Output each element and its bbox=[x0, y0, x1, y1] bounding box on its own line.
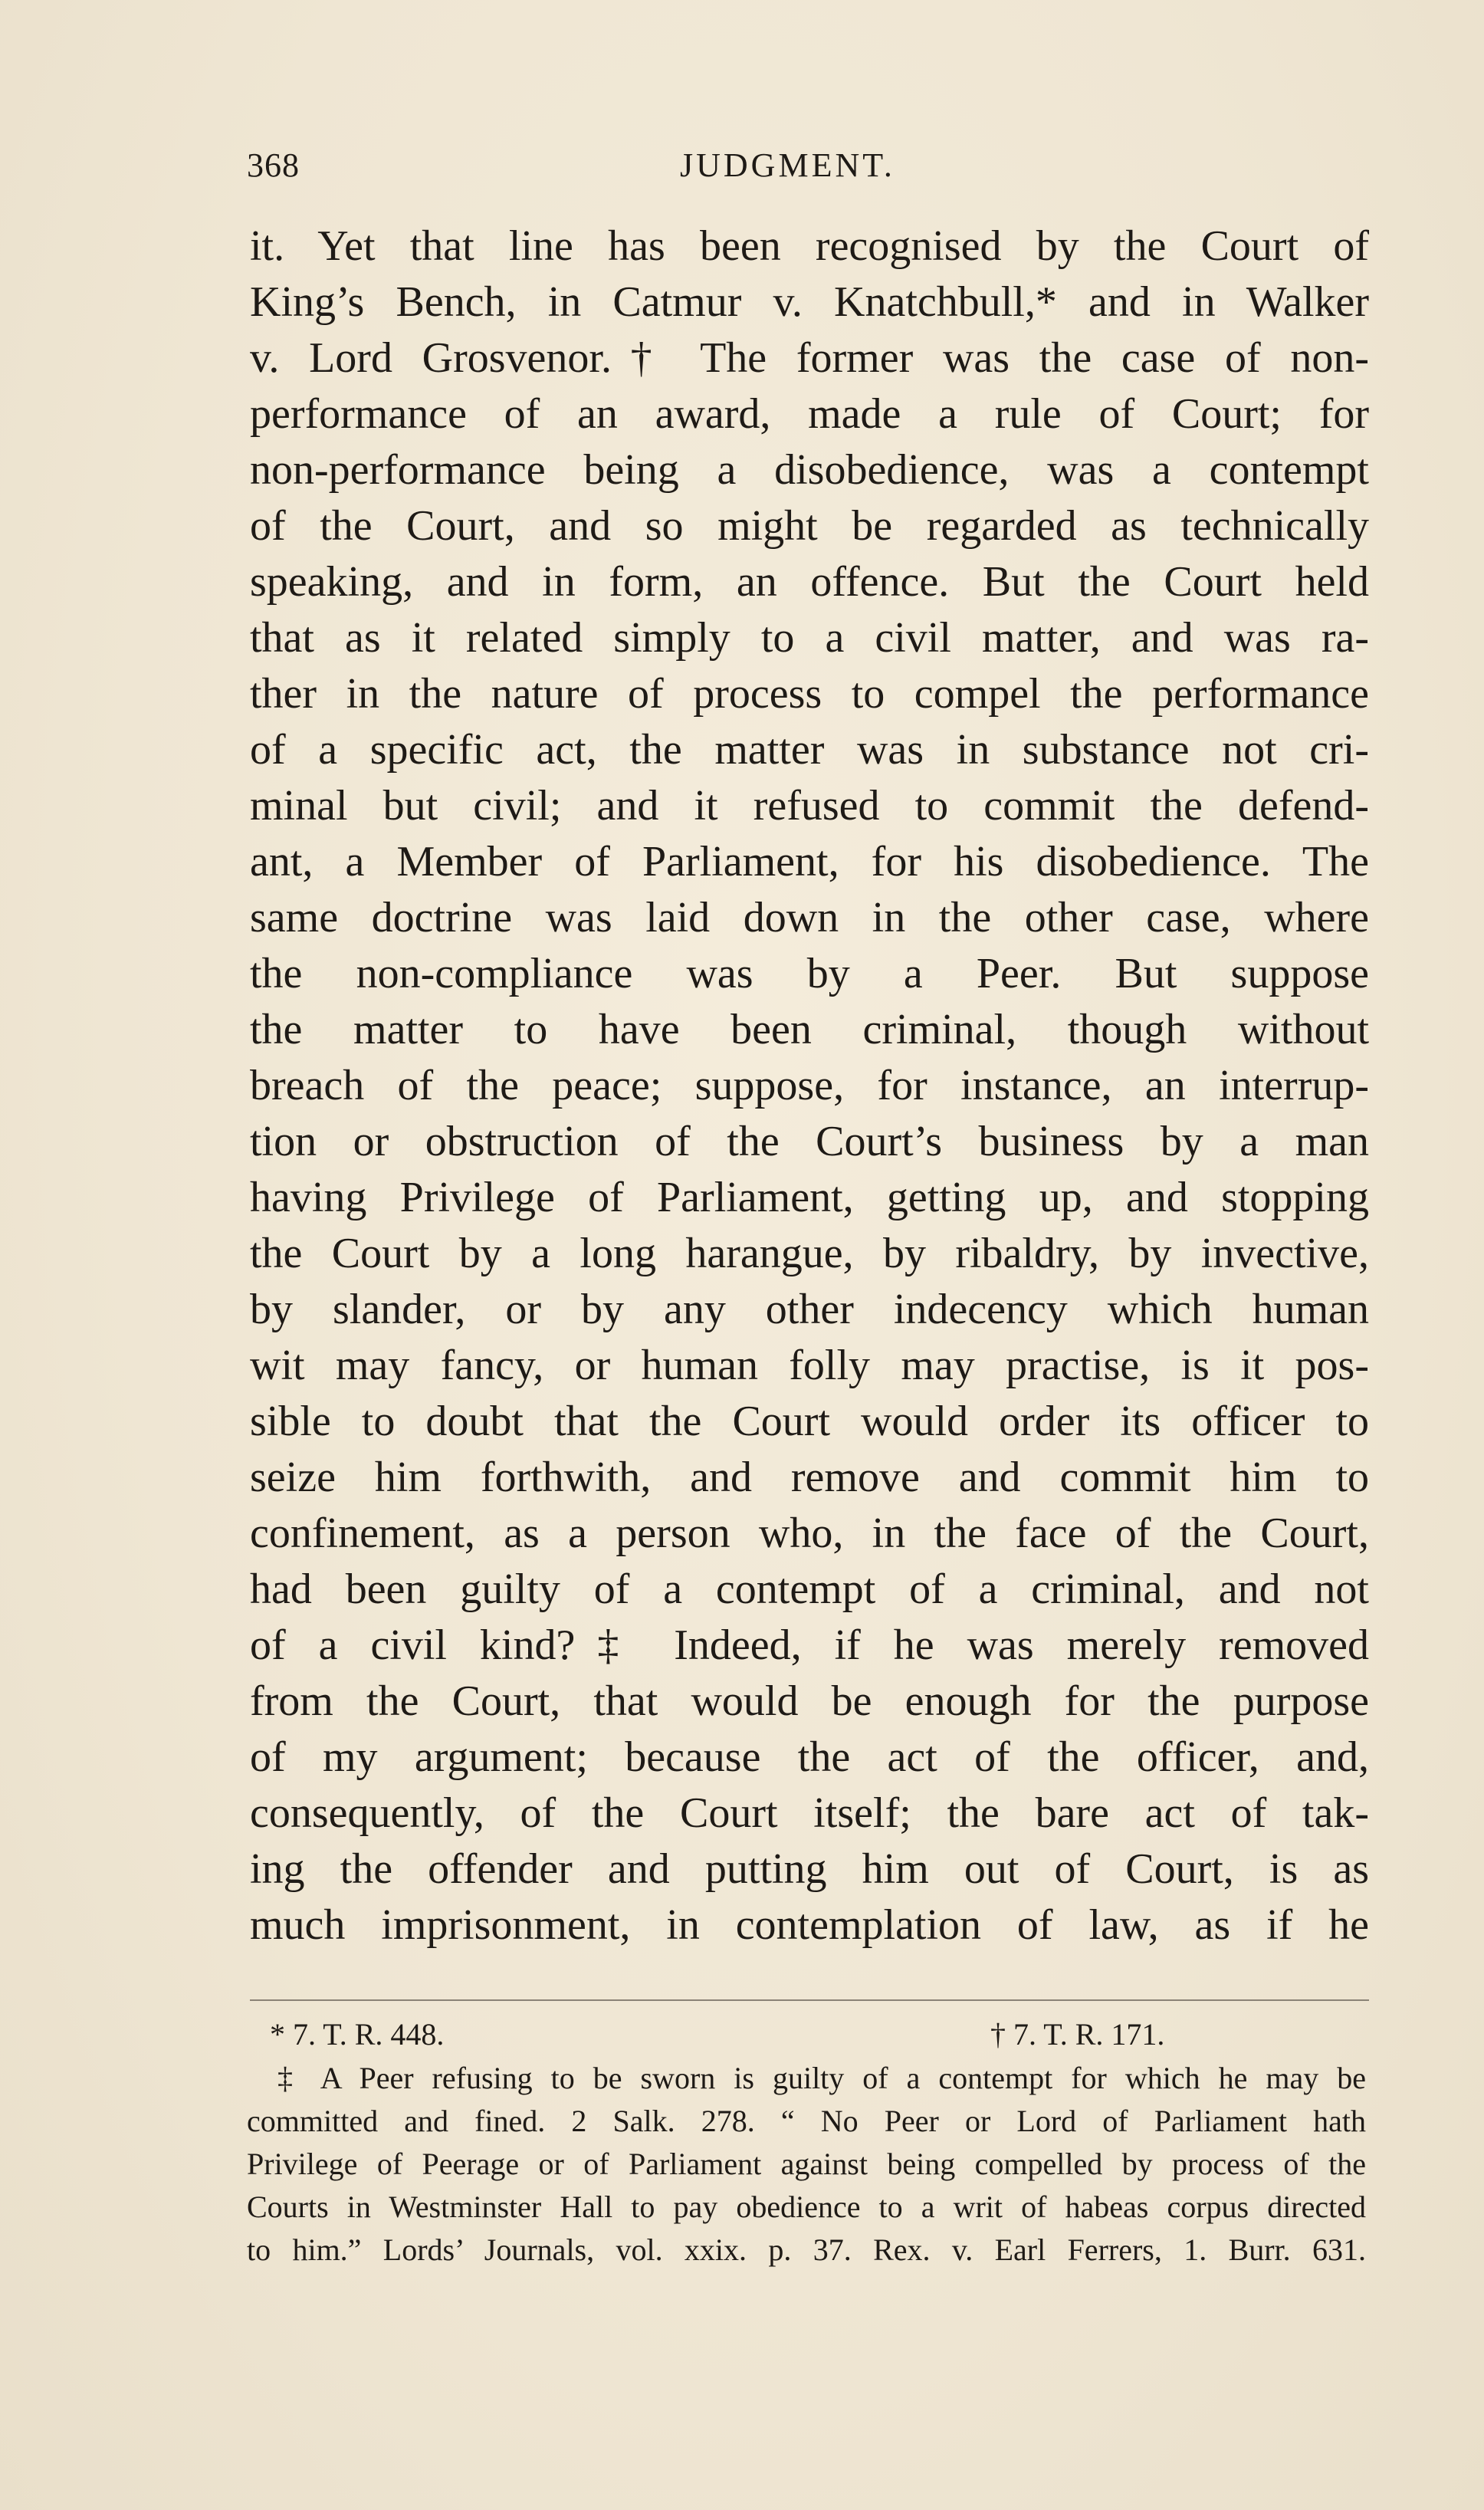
body-line: non-performance being a disobedience, was a contempt bbox=[250, 446, 1369, 494]
footnote-line: ‡ A Peer refusing to be sworn is guilty of a contempt for which he may be bbox=[277, 2061, 1366, 2095]
body-line: of the Court, and so might be regarded as technically bbox=[250, 502, 1369, 550]
footnote-line: Privilege of Peerage or of Parliament against being compelled by process of the bbox=[247, 2147, 1366, 2181]
footnote-dagger: † 7. T. R. 171. bbox=[990, 2017, 1165, 2052]
footnote-rule bbox=[250, 1999, 1369, 2001]
body-line: ant, a Member of Parliament, for his disobedience. The bbox=[250, 838, 1369, 885]
body-line: the Court by a long harangue, by ribaldry, by invective, bbox=[250, 1230, 1369, 1277]
body-line: ther in the nature of process to compel the performance bbox=[250, 670, 1369, 718]
body-line: breach of the peace; suppose, for instance, an interrup- bbox=[250, 1062, 1369, 1109]
body-line: the non-compliance was by a Peer. But suppose bbox=[250, 950, 1369, 997]
body-line: from the Court, that would be enough for the purpose bbox=[250, 1677, 1369, 1725]
body-line: having Privilege of Parliament, getting up, and stopping bbox=[250, 1174, 1369, 1221]
footnote-line: committed and fined. 2 Salk. 278. “ No Peer or Lord of Parliament hath bbox=[247, 2104, 1366, 2138]
page-header bbox=[247, 146, 1366, 199]
footnote-line: Courts in Westminster Hall to pay obedience to a writ of habeas corpus directed bbox=[247, 2190, 1366, 2224]
body-line: it. Yet that line has been recognised by the Court of bbox=[250, 222, 1369, 270]
body-line: consequently, of the Court itself; the bare act of tak- bbox=[250, 1789, 1369, 1837]
body-line: that as it related simply to a civil matter, and was ra- bbox=[250, 614, 1369, 662]
footnotes bbox=[247, 2012, 1366, 2272]
body-line: minal but civil; and it refused to commit the defend- bbox=[250, 782, 1369, 830]
body-line: performance of an award, made a rule of Court; for bbox=[250, 390, 1369, 438]
body-line: wit may fancy, or human folly may practise, is it pos- bbox=[250, 1342, 1369, 1389]
footnote-first-row bbox=[247, 2012, 1366, 2057]
page-number: 368 bbox=[247, 146, 300, 184]
body-line: speaking, and in form, an offence. But the Court held bbox=[250, 558, 1369, 606]
body-line: of my argument; because the act of the officer, and, bbox=[250, 1733, 1369, 1781]
body-line: much imprisonment, in contemplation of law, as if he bbox=[250, 1901, 1369, 1949]
body-line: seize him forthwith, and remove and commit him to bbox=[250, 1454, 1369, 1501]
body-line: v. Lord Grosvenor.† The former was the case of non- bbox=[250, 334, 1369, 382]
body-text bbox=[250, 218, 1369, 1953]
footnote-line: to him.” Lords’ Journals, vol. xxix. p. 37. Rex. v. Earl Ferrers, 1. Burr. 631. bbox=[247, 2232, 1366, 2267]
body-line: tion or obstruction of the Court’s business by a man bbox=[250, 1118, 1369, 1165]
body-line: had been guilty of a contempt of a criminal, and not bbox=[250, 1565, 1369, 1613]
running-head: JUDGMENT. bbox=[680, 146, 895, 184]
body-line: of a specific act, the matter was in substance not cri- bbox=[250, 726, 1369, 774]
body-line: sible to doubt that the Court would order its officer to bbox=[250, 1398, 1369, 1445]
body-line: ing the offender and putting him out of Court, is as bbox=[250, 1845, 1369, 1893]
body-line: by slander, or by any other indecency which human bbox=[250, 1286, 1369, 1333]
body-line: the matter to have been criminal, though without bbox=[250, 1006, 1369, 1053]
footnote-asterisk: * 7. T. R. 448. bbox=[270, 2017, 445, 2052]
body-line: confinement, as a person who, in the face of the Court, bbox=[250, 1510, 1369, 1557]
body-line: of a civil kind?‡ Indeed, if he was merely removed bbox=[250, 1621, 1369, 1669]
body-line: King’s Bench, in Catmur v. Knatchbull,* and in Walker bbox=[250, 278, 1369, 326]
body-line: same doctrine was laid down in the other case, where bbox=[250, 894, 1369, 941]
